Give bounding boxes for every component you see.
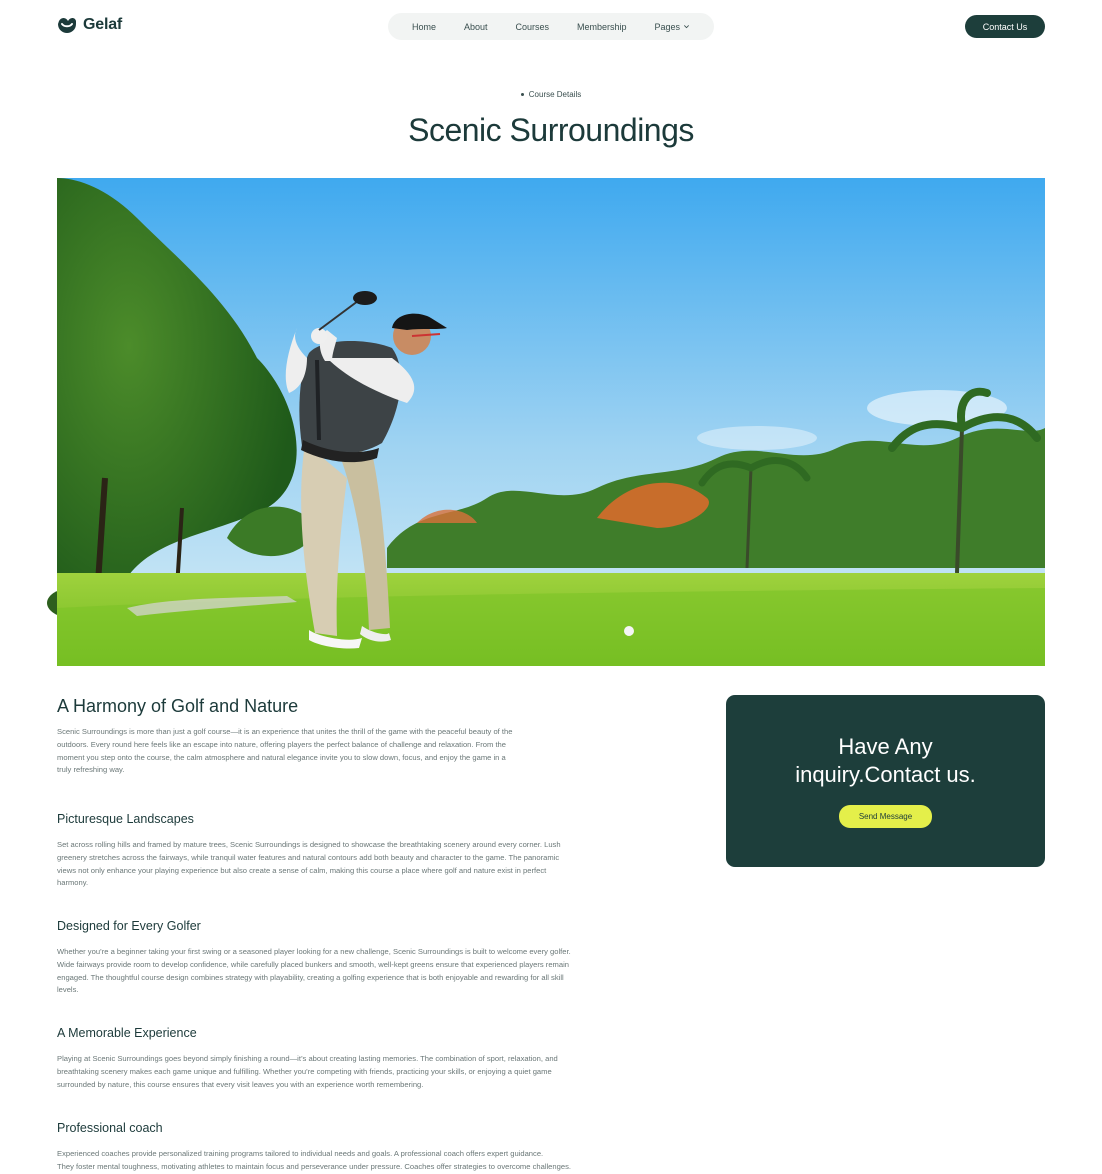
page-title: Scenic Surroundings <box>408 112 694 148</box>
inquiry-card-title <box>795 733 976 789</box>
nav-item-about[interactable]: About <box>463 21 488 32</box>
paragraph-line: harmony. <box>57 878 89 888</box>
breadcrumb-dot <box>521 93 524 96</box>
breadcrumb-label: Course Details <box>528 90 582 99</box>
nav-item-home[interactable]: Home <box>411 21 436 32</box>
intro-heading: A Harmony of Golf and Nature <box>57 696 299 716</box>
paragraph-line: breathtaking scenery makes each game unique and fulfilling. Whether you’re competing with friends, practicing your skills, or enjoying a quiet game <box>57 1066 552 1076</box>
brand-logo[interactable] <box>57 15 122 35</box>
hero-image <box>57 178 1045 666</box>
nav-item-pages-label: Pages <box>654 21 680 32</box>
memorable-paragraph <box>57 1053 672 1091</box>
paragraph-line: engaged. The thoughtful course design combines strategy with playability, creating a golfing experience that is both enjoyable and rewarding for all skill <box>57 972 564 982</box>
gelaf-logo-icon <box>57 15 77 35</box>
paragraph-line: Whether you’re a beginner taking your first swing or a seasoned player looking for a new challenge, Scenic Surroundings is built to welcome every golfer. <box>57 947 571 956</box>
breadcrumb <box>0 90 1102 99</box>
paragraph-line: Set across rolling hills and framed by mature trees, Scenic Surroundings is designed to showcase the breathtaking scenery around every corner. Lush <box>57 840 561 849</box>
intro-line: moment you step onto the course, the calm atmosphere and natural elegance invite you to slow down, focus, and enjoy the game in a <box>57 752 506 762</box>
course-content <box>57 696 672 1174</box>
landscapes-paragraph <box>57 839 672 890</box>
paragraph-line: Experienced coaches provide personalized training programs tailored to individual needs and goals. A professional coach offers expert guidance. <box>57 1149 544 1158</box>
intro-section <box>57 696 672 812</box>
contact-us-button[interactable]: Contact Us <box>965 15 1045 38</box>
coach-section <box>57 1121 672 1174</box>
paragraph-line: Wide fairways provide room to develop confidence, while carefully placed bunkers and smooth, well-kept greens ensure that experienced players remain <box>57 959 570 969</box>
paragraph-line: levels. <box>57 985 79 995</box>
nav-item-pages[interactable] <box>654 22 690 32</box>
chevron-down-icon <box>683 23 690 30</box>
every-golfer-section <box>57 919 672 1026</box>
inquiry-title-line: Have Any <box>838 734 933 759</box>
every-golfer-paragraph <box>57 946 672 997</box>
intro-paragraph <box>57 726 672 777</box>
main-nav <box>388 13 714 40</box>
intro-line: outdoors. Every round here feels like an escape into nature, offering players the perfect balance of challenge and relaxation. From the <box>57 739 507 749</box>
coach-paragraph <box>57 1148 672 1174</box>
landscapes-section <box>57 812 672 919</box>
site-header <box>0 0 1102 54</box>
paragraph-line: surrounded by nature, this course ensures that every visit leaves you with an experience worth remembering. <box>57 1079 424 1089</box>
memorable-heading: A Memorable Experience <box>57 1026 197 1040</box>
inquiry-title-line: inquiry.Contact us. <box>795 762 976 787</box>
every-golfer-heading: Designed for Every Golfer <box>57 919 201 933</box>
intro-line: truly refreshing way. <box>57 765 125 775</box>
paragraph-line: views not only enhance your playing experience but also create a sense of calm, making this course a place where golf and nature exist in perfect <box>57 865 547 875</box>
brand-name: Gelaf <box>83 16 123 33</box>
coach-heading: Professional coach <box>57 1121 163 1135</box>
nav-item-membership[interactable]: Membership <box>576 21 627 32</box>
inquiry-card <box>726 695 1045 867</box>
memorable-section <box>57 1026 672 1121</box>
paragraph-line: Playing at Scenic Surroundings goes beyond simply finishing a round—it’s about creating lasting memories. The combination of sport, relaxation, and <box>57 1054 558 1063</box>
nav-item-courses[interactable]: Courses <box>515 21 549 32</box>
send-message-button[interactable]: Send Message <box>839 805 932 828</box>
paragraph-line: greenery stretches across the fairways, while tranquil water features and natural contours add both beauty and character to the game. The panoramic <box>57 852 560 862</box>
paragraph-line: They foster mental toughness, motivating athletes to maintain focus and perseverance under pressure. Coaches offer strategies to overcome challenges. <box>57 1161 571 1171</box>
golfer-swing-photo <box>57 178 1045 666</box>
landscapes-heading: Picturesque Landscapes <box>57 812 194 826</box>
intro-line: Scenic Surroundings is more than just a golf course—it is an experience that unites the thrill of the game with the peaceful beauty of the <box>57 727 513 736</box>
